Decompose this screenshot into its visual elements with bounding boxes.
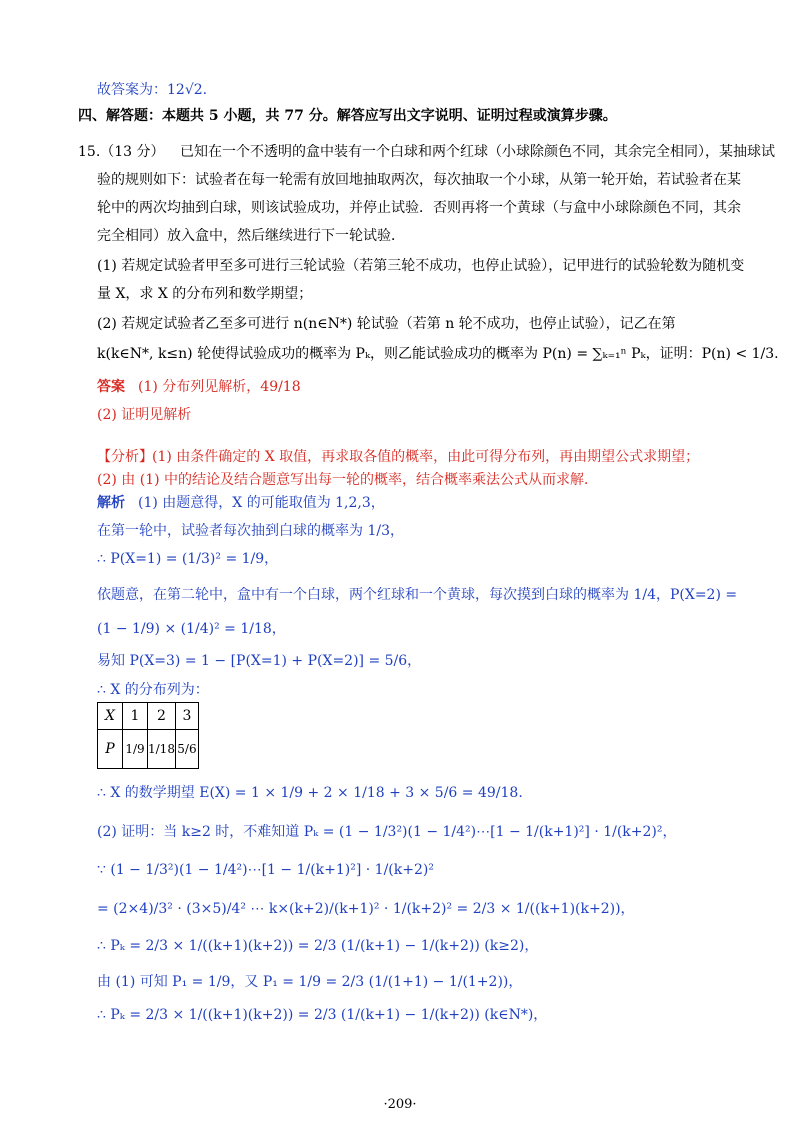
answer-line-2: (2) 证明见解析 (97, 407, 192, 423)
previous-answer: 故答案为：12√2. (97, 82, 208, 98)
solution-label: 解析 (97, 495, 125, 511)
distribution-table (97, 702, 199, 769)
table-cell: 1 (123, 703, 148, 730)
solution-line-3: ∴ P(X=1) = (1/3)² = 1/9， (97, 551, 279, 567)
table-row (98, 730, 199, 769)
part1-line-2: 量 X，求 X 的分布列和数学期望； (97, 286, 313, 302)
solution-line-7: ∴ X 的分布列为： (97, 682, 209, 698)
problem-stem-line-2: 验的规则如下：试验者在每一轮需有放回地抽取两次，每次抽取一个小球，从第一轮开始，若试验者在某 (97, 172, 741, 188)
solution-line-4: 依题意，在第二轮中，盒中有一个白球，两个红球和一个黄球，每次摸到白球的概率为 1/4，P(X=2) = (97, 587, 738, 603)
page-number: ·209· (383, 1097, 417, 1112)
part2-line-2: k(k∈N*, k≤n) 轮使得试验成功的概率为 Pₖ，则乙能试验成功的概率为 P(n) = ∑ₖ₌₁ⁿ Pₖ，证明：P(n) < 1/3. (97, 346, 779, 362)
table-cell: X (98, 703, 123, 730)
solution-line-12: ∴ Pₖ = 2/3 × 1/((k+1)(k+2)) = 2/3 (1/(k+1) − 1/(k+2)) (k≥2)， (97, 938, 539, 954)
solution-line-5: (1 − 1/9) × (1/4)² = 1/18， (97, 621, 286, 637)
answer-line-1: (1) 分布列见解析，49/18 (138, 379, 301, 395)
solution-line-8: ∴ X 的数学期望 E(X) = 1 × 1/9 + 2 × 1/18 + 3 × 5/6 = 49/18. (97, 785, 523, 801)
solution-line-13: 由 (1) 可知 P₁ = 1/9，又 P₁ = 1/9 = 2/3 (1/(1+1) − 1/(1+2))， (97, 974, 523, 990)
analysis-line-1: (1) 由条件确定的 X 取值，再求取各值的概率，由此可得分布列，再由期望公式求期望； (152, 449, 700, 465)
problem-stem-line-3: 轮中的两次均抽到白球，则该试验成功，并停止试验．否则再将一个黄球（与盒中小球除颜色不同，其余 (97, 200, 741, 216)
answer-label: 答案 (97, 379, 125, 395)
solution-line-1: (1) 由题意得，X 的可能取值为 1,2,3， (138, 495, 385, 511)
solution-line-6: 易知 P(X=3) = 1 − [P(X=1) + P(X=2)] = 5/6， (97, 653, 422, 669)
table-cell: P (98, 730, 123, 769)
table-cell: 3 (175, 703, 198, 730)
table-cell: 1/18 (148, 730, 176, 769)
solution-line-11: = (2×4)/3² · (3×5)/4² ⋯ k×(k+2)/(k+1)² · 1/(k+2)² = 2/3 × 1/((k+1)(k+2))， (97, 901, 635, 917)
solution-line-2: 在第一轮中，试验者每次抽到白球的概率为 1/3， (97, 523, 404, 539)
table-cell: 5/6 (175, 730, 198, 769)
problem-number: 15.（13 分） (78, 144, 165, 160)
solution-line-14: ∴ Pₖ = 2/3 × 1/((k+1)(k+2)) = 2/3 (1/(k+1) − 1/(k+2)) (k∈N*)， (97, 1007, 548, 1023)
part1-line-1: (1) 若规定试验者甲至多可进行三轮试验（若第三轮不成功，也停止试验），记甲进行的试验轮数为随机变 (97, 258, 745, 274)
problem-stem-line-4: 完全相同）放入盒中，然后继续进行下一轮试验． (97, 228, 405, 244)
part2-line-1: (2) 若规定试验者乙至多可进行 n(n∈N*) 轮试验（若第 n 轮不成功，也停止试验），记乙在第 (97, 316, 676, 332)
section-heading: 四、解答题：本题共 5 小题，共 77 分。解答应写出文字说明、证明过程或演算步骤。 (78, 108, 617, 124)
analysis-label: 【分析】 (97, 449, 153, 465)
analysis-line-2: (2) 由 (1) 中的结论及结合题意写出每一轮的概率，结合概率乘法公式从而求解． (97, 472, 599, 488)
solution-line-10: ∵ (1 − 1/3²)(1 − 1/4²)⋯[1 − 1/(k+1)²] · 1/(k+2)² (97, 862, 434, 878)
table-cell: 1/9 (123, 730, 148, 769)
table-header-row (98, 703, 199, 730)
solution-line-9: (2) 证明：当 k≥2 时，不难知道 Pₖ = (1 − 1/3²)(1 − 1/4²)⋯[1 − 1/(k+1)²] · 1/(k+2)²， (97, 824, 677, 840)
table-cell: 2 (148, 703, 176, 730)
problem-stem-line-1: 已知在一个不透明的盒中装有一个白球和两个红球（小球除颜色不同，其余完全相同），某抽球试 (180, 144, 775, 160)
